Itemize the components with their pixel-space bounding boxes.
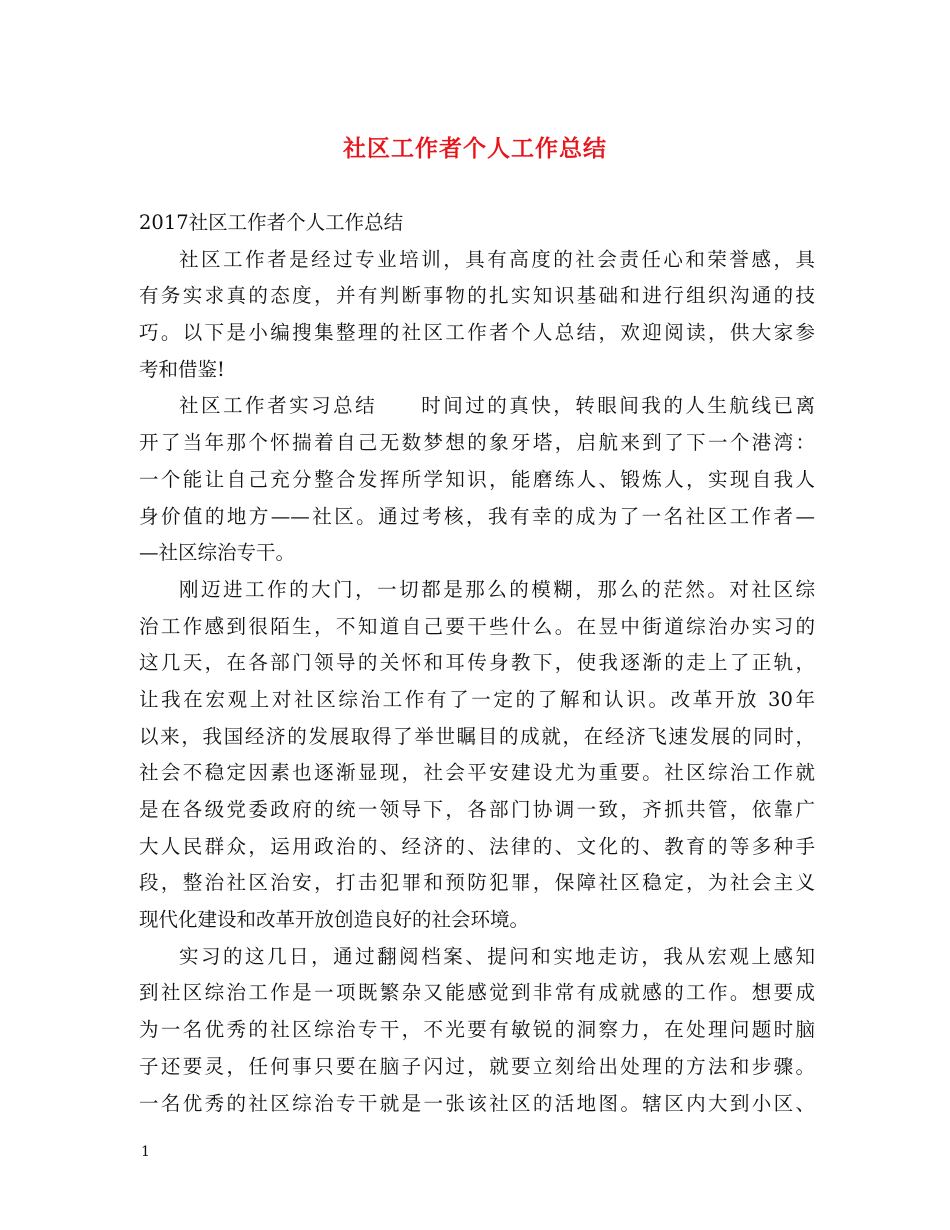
document-body (139, 205, 815, 1122)
text-line: 身价值的地方——社区。通过考核，我有幸的成为了一名社区工作者— (139, 504, 815, 528)
text-line: 考和借鉴! (139, 357, 225, 381)
text-line: 现代化建设和改革开放创造良好的社会环境。 (139, 908, 530, 932)
text-line: 实习的这几日，通过翻阅档案、提问和实地走访，我从宏观上感知 (179, 944, 815, 968)
text-line: 让我在宏观上对社区综治工作有了一定的了解和认识。改革开放 30年 (139, 687, 815, 711)
text-line: —社区综治专干。 (139, 541, 296, 565)
text-line: 这几天，在各部门领导的关怀和耳传身教下，使我逐渐的走上了正轨， (139, 651, 815, 675)
text-line: 大人民群众，运用政治的、经济的、法律的、文化的、教育的等多种手 (139, 834, 815, 858)
text-line: 是在各级党委政府的统一领导下，各部门协调一致，齐抓共管，依靠广 (139, 798, 815, 821)
text-line: 段，整治社区治安，打击犯罪和预防犯罪，保障社区稳定，为社会主义 (139, 871, 815, 895)
text-line: 一个能让自己充分整合发挥所学知识，能磨练人、锻炼人，实现自我人 (139, 467, 815, 491)
text-line: 社区工作者实习总结 时间过的真快，转眼间我的人生航线已离 (179, 394, 815, 418)
text-line: 以来，我国经济的发展取得了举世瞩目的成就，在经济飞速发展的同时， (139, 724, 815, 748)
text-line: 治工作感到很陌生，不知道自己要干些什么。在昱中街道综治办实习的 (139, 614, 815, 638)
text-line: 社区工作者是经过专业培训，具有高度的社会责任心和荣誉感，具 (179, 247, 815, 271)
text-line: 有务实求真的态度，并有判断事物的扎实知识基础和进行组织沟通的技 (139, 284, 815, 308)
text-line: 刚迈进工作的大门，一切都是那么的模糊，那么的茫然。对社区综 (179, 577, 815, 601)
text-line: 到社区综治工作是一项既繁杂又能感觉到非常有成就感的工作。想要成 (139, 981, 815, 1005)
text-line: 社会不稳定因素也逐渐显现，社会平安建设尤为重要。社区综治工作就 (139, 761, 815, 785)
document-title: 社区工作者个人工作总结 (343, 135, 607, 162)
text-line: 子还要灵，任何事只要在脑子闪过，就要立刻给出处理的方法和步骤。 (139, 1054, 815, 1078)
page-number: 1 (141, 1144, 150, 1160)
text-line: 为一名优秀的社区综治专干，不光要有敏锐的洞察力，在处理问题时脑 (139, 1018, 815, 1042)
text-line: 2017社区工作者个人工作总结 (139, 211, 404, 234)
text-line: 开了当年那个怀揣着自己无数梦想的象牙塔，启航来到了下一个港湾： (139, 431, 815, 455)
text-line: 巧。以下是小编搜集整理的社区工作者个人总结，欢迎阅读，供大家参 (139, 321, 815, 345)
text-line: 一名优秀的社区综治专干就是一张该社区的活地图。辖区内大到小区、 (139, 1091, 815, 1115)
